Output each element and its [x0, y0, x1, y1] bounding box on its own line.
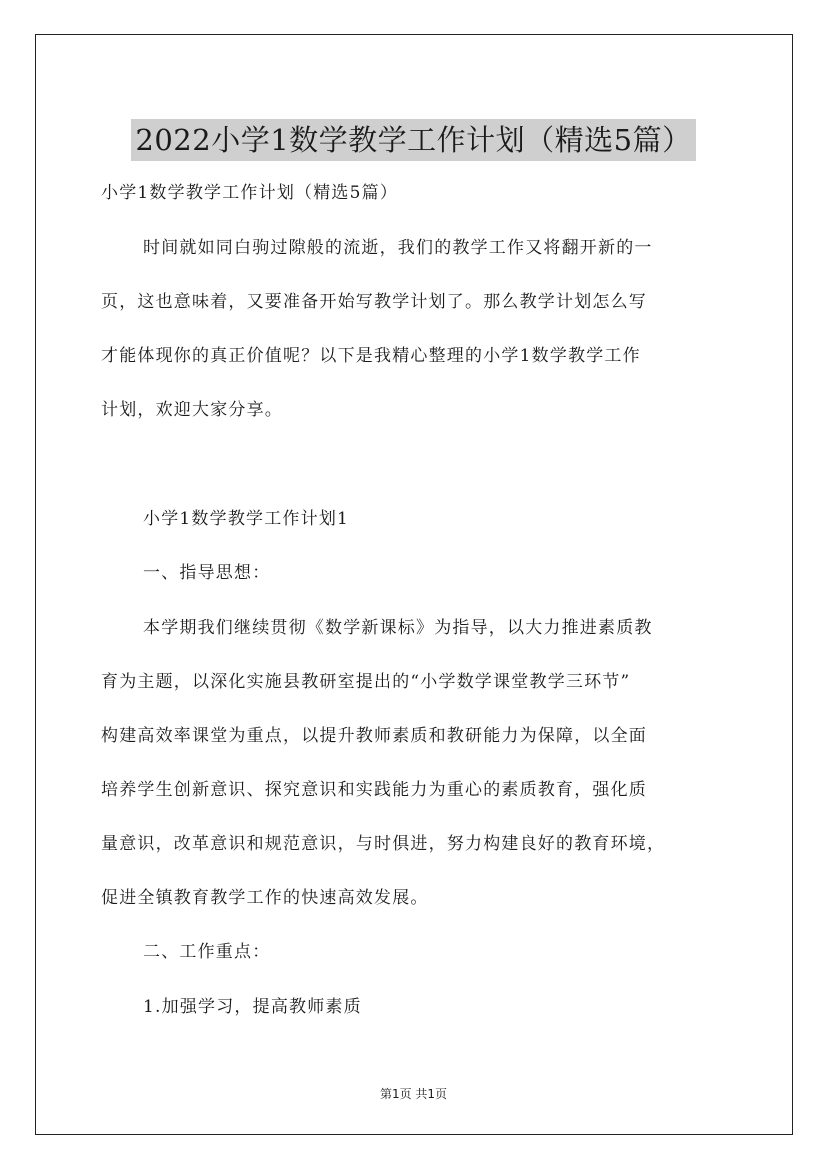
paragraph-line: 育为主题，以深化实施县教研室提出的“小学数学课堂教学三环节” [101, 672, 631, 692]
subsection-heading: 二、工作重点： [143, 942, 271, 962]
document-title: 2022小学1数学教学工作计划（精选5篇） [131, 119, 695, 161]
section-heading: 小学1数学教学工作计划1 [143, 509, 350, 529]
subtitle-line: 小学1数学教学工作计划（精选5篇） [101, 183, 399, 203]
page-footer: 第1页 共1页 [379, 1087, 448, 1101]
title-container [0, 100, 827, 181]
paragraph-line: 构建高效率课堂为重点，以提升教师素质和教研能力为保障，以全面 [101, 726, 647, 746]
paragraph-line: 时间就如同白驹过隙般的流逝，我们的教学工作又将翻开新的一 [143, 238, 653, 258]
list-item: 1.加强学习，提高教师素质 [143, 997, 362, 1017]
subsection-heading: 一、指导思想： [143, 563, 271, 583]
paragraph-line: 才能体现你的真正价值呢？以下是我精心整理的小学1数学教学工作 [101, 346, 641, 366]
paragraph-line: 计划，欢迎大家分享。 [101, 400, 283, 420]
paragraph-line: 页，这也意味着，又要准备开始写教学计划了。那么教学计划怎么写 [101, 292, 647, 312]
paragraph-line: 量意识，改革意识和规范意识，与时俱进，努力构建良好的教育环境， [101, 834, 666, 854]
paragraph-line: 培养学生创新意识、探究意识和实践能力为重心的素质教育，强化质 [101, 780, 647, 800]
paragraph-line: 促进全镇教育教学工作的快速高效发展。 [101, 888, 429, 908]
paragraph-line: 本学期我们继续贯彻《数学新课标》为指导，以大力推进素质教 [143, 618, 653, 638]
